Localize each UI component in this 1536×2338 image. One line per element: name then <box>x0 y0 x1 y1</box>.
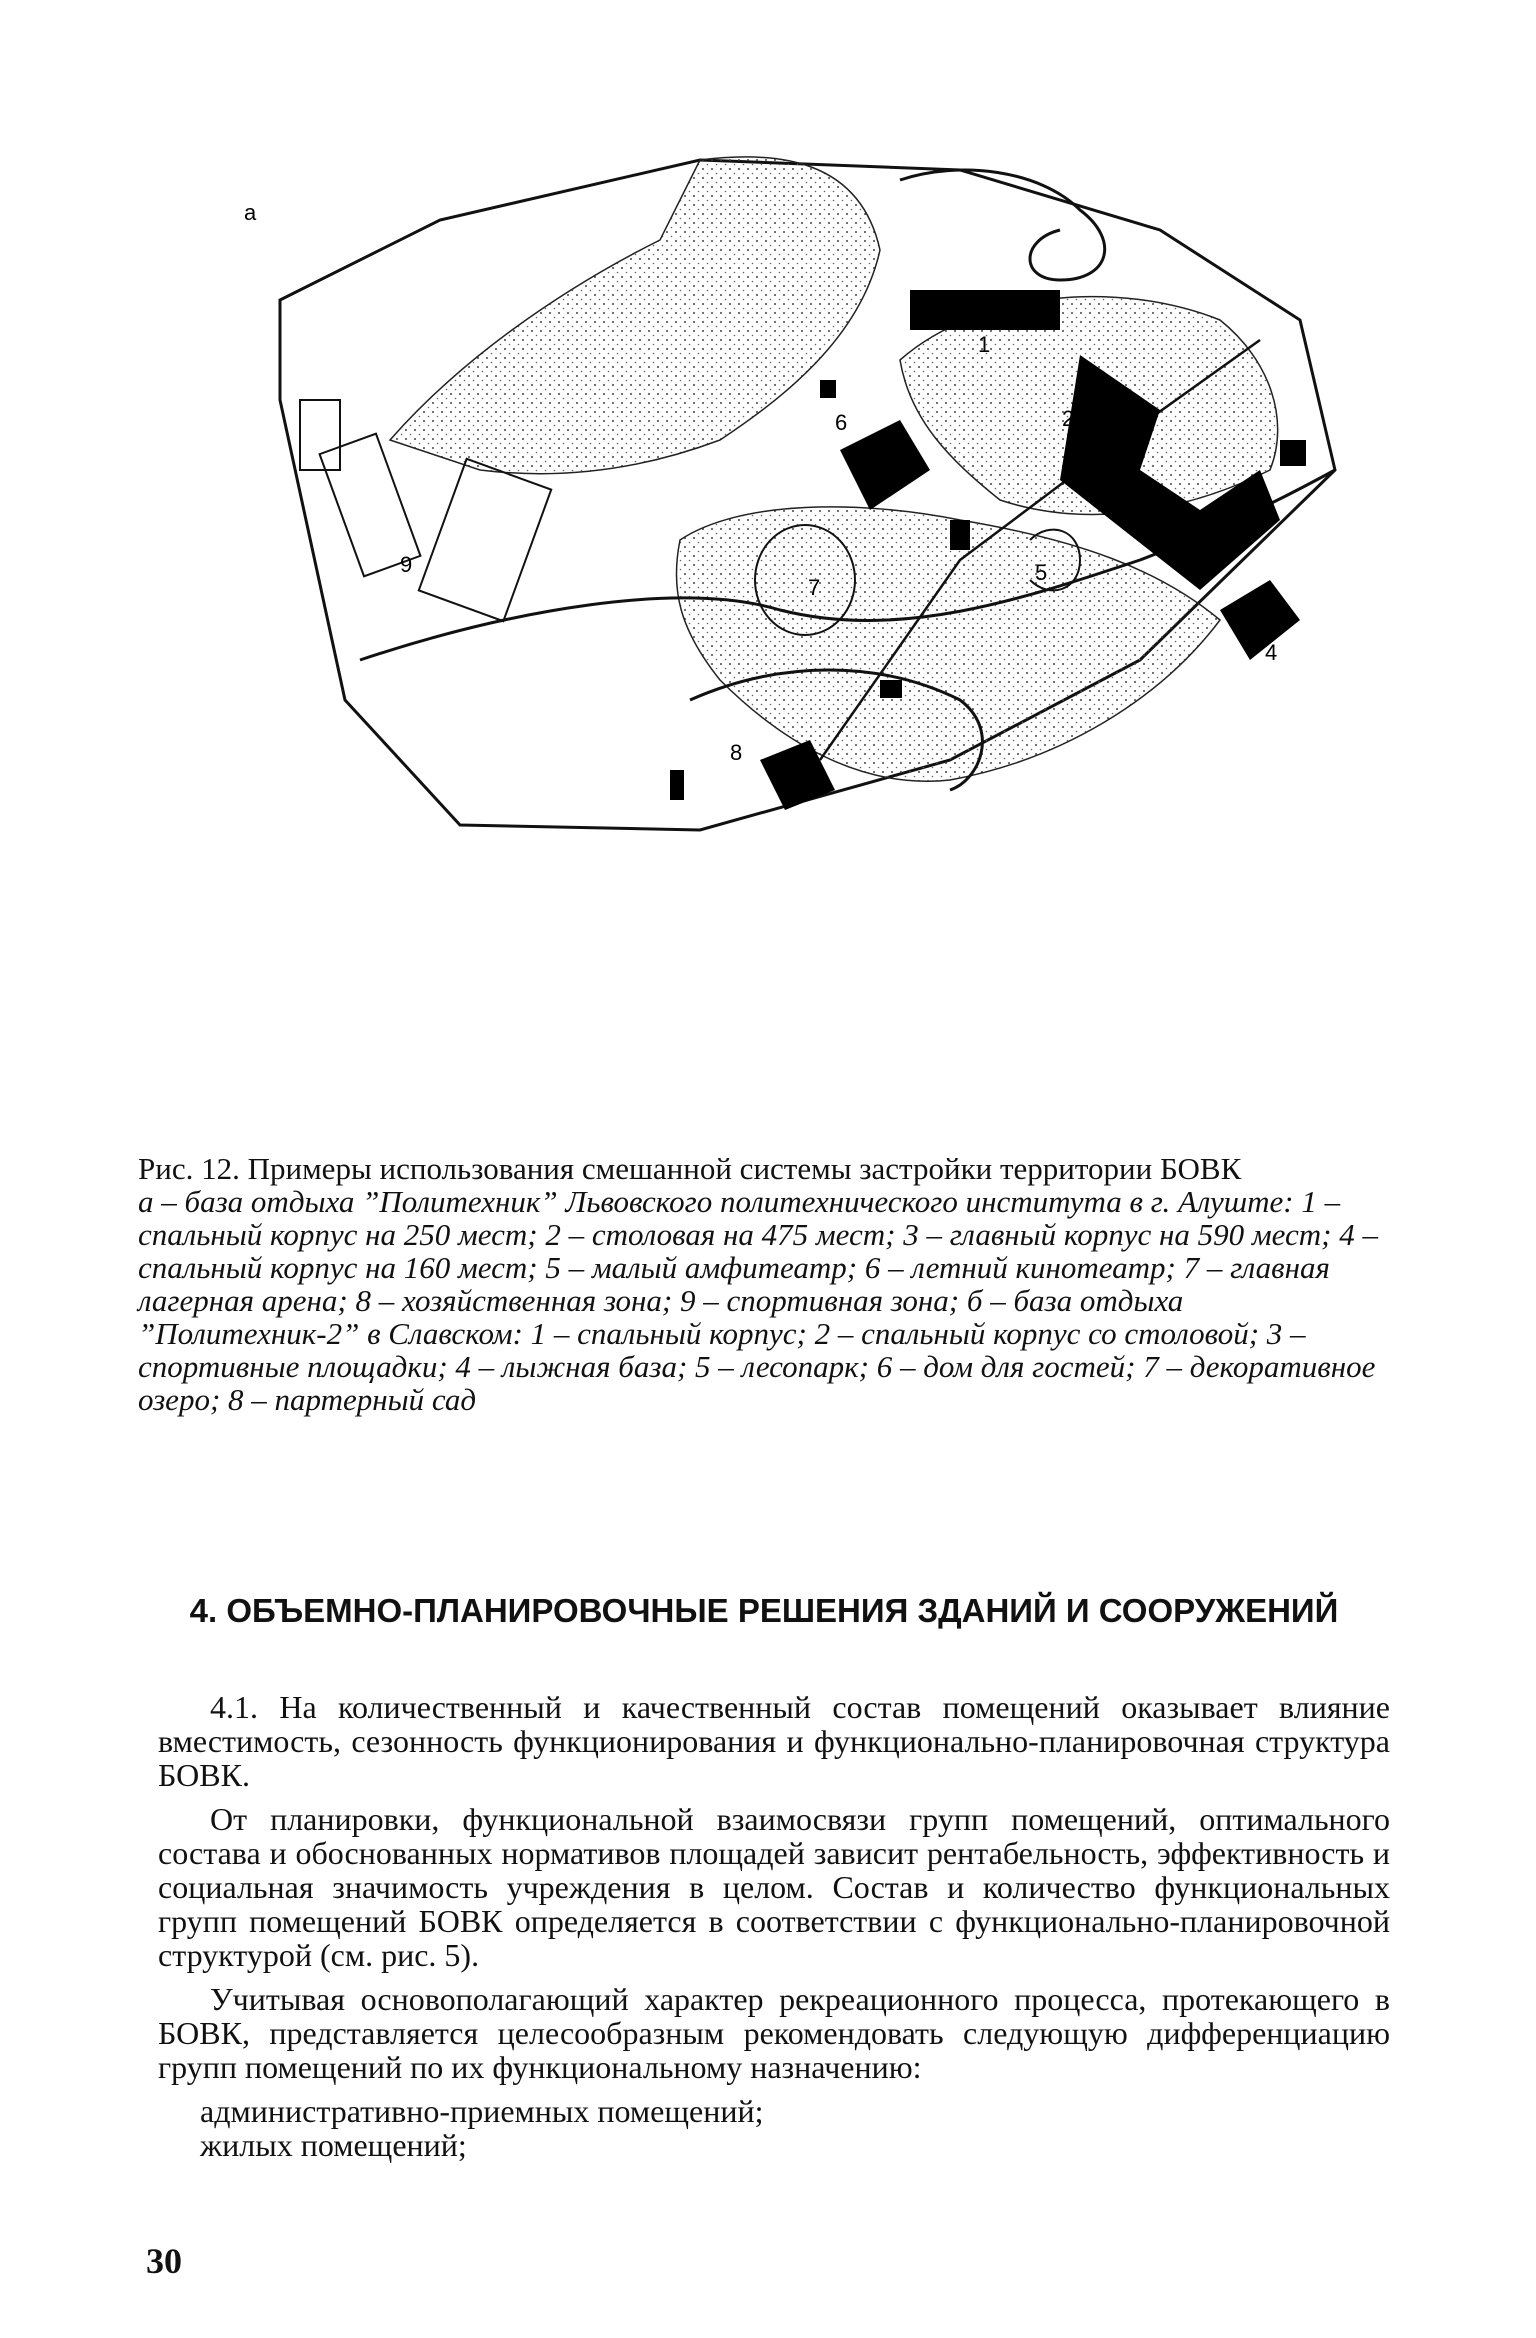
list-item: административно-приемных помещений; <box>200 2093 764 2129</box>
zone-label-6: 6 <box>835 410 848 435</box>
figure-caption <box>138 1152 1390 1416</box>
caption-legend: а – база отдыха ”Политехник” Львовского политехнического института в г. Алуште: 1 – спальный корпус на 250 мест; 2 – столовая на 475 мест; 3 – главный корпус на 590 мест; 4 – спальный корпус на 160 мест; 5 – малый амфитеатр; 6 – летний кинотеатр; 7 – главная лагерная арена; 8 – хозяйственная зона; 9 – спортивная зона; б – база отдыха ”Политехник-2” в Славском: 1 – спальный корпус; 2 – спальный корпус со столовой; 3 – спортивные площадки; 4 – лыжная база; 5 – лесопарк; 6 – дом для гостей; 7 – декоративное озеро; 8 – партерный сад <box>138 1184 1378 1417</box>
site-plan-figure <box>244 140 1360 870</box>
paragraph: 4.1. На количественный и качественный состав помещений оказывает влияние вместимость, сезонность функционирования и функционально-планировочная структура БОВК. <box>158 1689 1390 1793</box>
zone-label-5: 5 <box>1035 560 1048 585</box>
paragraph: От планировки, функциональной взаимосвязи групп помещений, оптимального состава и обоснованных нормативов площадей зависит рентабельность, эффективность и социальная значимость учреждения в целом. Состав и количество функциональных групп помещений БОВК определяется в соответствии с функционально-планировочной структурой (см. рис. 5). <box>158 1801 1390 1973</box>
body-text <box>158 1690 1390 2162</box>
building-small-b <box>1280 440 1306 466</box>
building-4 <box>1220 580 1300 660</box>
zone-label-2: 2 <box>1062 406 1075 431</box>
building-small-d <box>670 770 684 800</box>
zone-label-8: 8 <box>730 740 743 765</box>
caption-title: Рис. 12. Примеры использования смешанной системы застройки территории БОВК <box>138 1151 1242 1186</box>
building-1 <box>910 290 1060 330</box>
list-item: жилых помещений; <box>200 2127 467 2163</box>
paragraph: Учитывая основополагающий характер рекреационного процесса, протекающего в БОВК, представляется целесообразным рекомендовать следующую дифференциацию групп помещений по их функциональному назначению: <box>158 1981 1390 2085</box>
page-number: 30 <box>146 2241 182 2281</box>
section-heading: 4. ОБЪЕМНО-ПЛАНИРОВОЧНЫЕ РЕШЕНИЯ ЗДАНИЙ И СООРУЖЕНИЙ <box>189 1592 1339 1629</box>
building-small-a <box>820 380 836 398</box>
zone-label-4: 4 <box>1265 640 1278 665</box>
zone-label-7: 7 <box>808 575 821 600</box>
zone-label-1: 1 <box>978 332 991 357</box>
zone-label-3: 3 <box>1236 512 1249 537</box>
panel-label: а <box>244 200 257 225</box>
building-small-c <box>880 680 902 698</box>
zone-label-9: 9 <box>400 552 413 577</box>
building-small-e <box>950 520 970 550</box>
